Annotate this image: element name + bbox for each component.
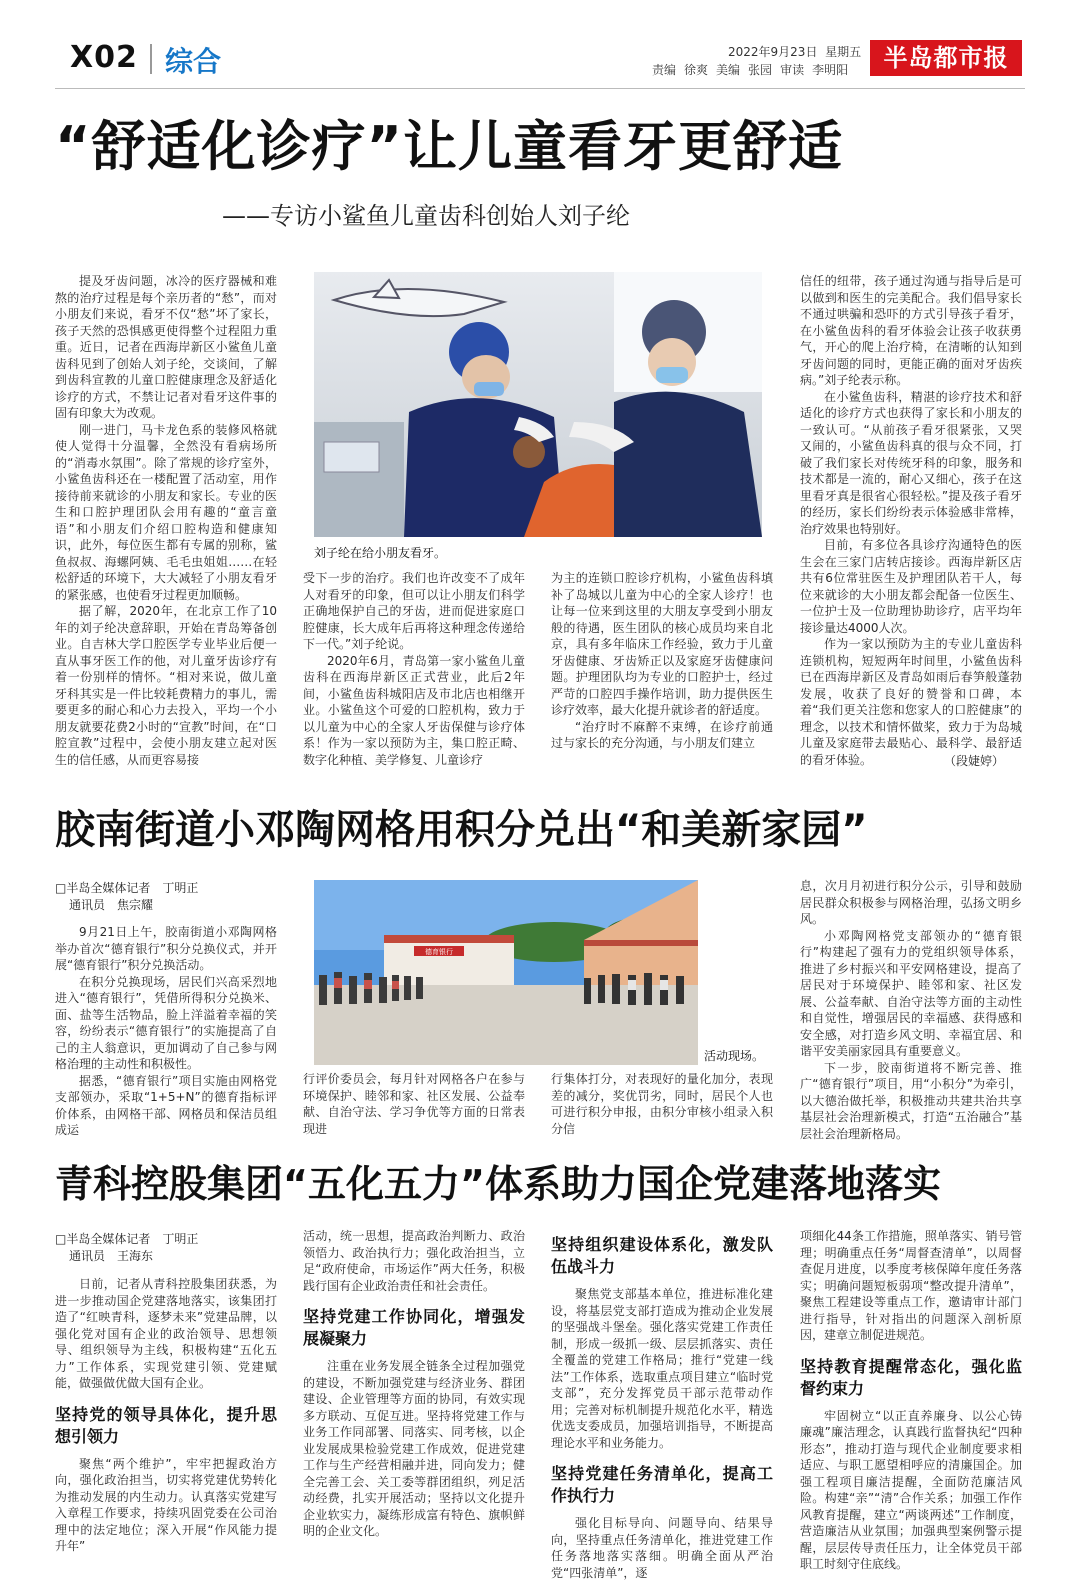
article3-column-3	[551, 1228, 773, 1580]
section-subheading: 坚持教育提醒常态化，强化监督约束力	[800, 1356, 1022, 1398]
staff-credits	[652, 61, 856, 78]
byline-reporter: □半岛全媒体记者 丁明正	[55, 1232, 199, 1246]
article3-headline: 青科控股集团“五化五力”体系助力国企党建落地落实	[55, 1162, 941, 1206]
paragraph: 目前，有多位各具诊疗沟通特色的医生会在三家门店转店接诊。西海岸新区店共有6位常驻医生及护理团队若干人，每位来就诊的大小朋友都会配备一位医生、一位护士及一位助理协助诊疗，店平均年接诊量达4000人次。	[800, 538, 1022, 635]
event-photo-illustration	[314, 880, 698, 1065]
article2-column-4	[800, 878, 1022, 1141]
byline-correspondent: 通讯员 焦宗耀	[69, 898, 154, 912]
event-photo-caption: 活动现场。	[704, 1049, 765, 1063]
article1-headline: “舒适化诊疗”让儿童看牙更舒适	[55, 115, 843, 178]
paragraph: 刚一进门，马卡龙色系的装修风格就使人觉得十分温馨，全然没有看病场所的“消毒水氛围”。除了常规的诊疗室外，小鲨鱼齿科还在一楼配置了活动室，用作接待前来就诊的小朋友和家长。专业的医生和口腔护理团队会用有趣的“童言童语”和小朋友们介绍口腔构造和健康知识，此外，每位医生都有专属的别称，鲨鱼叔叔、海螺阿姨、毛毛虫姐姐……在轻松舒适的环境下，大大减轻了小朋友看牙的紧张感，也使看牙过程更加顺畅。	[55, 422, 277, 602]
staff-designer: 张园	[748, 63, 773, 77]
paragraph: 为主的连锁口腔诊疗机构，小鲨鱼齿科填补了岛城以儿童为中心的全家人诊疗！也让每一位来到这里的大朋友享受到小朋友般的待遇，医生团队的核心成员均来自北京，具有多年临床工作经验，致力于儿童牙齿健康、牙齿矫正以及家庭牙齿健康问题。护理团队均为专业的口腔护士，经过严苛的口腔四手操作培训，助力提供医生诊疗效率，最大化提升就诊者的舒适度。	[551, 571, 773, 717]
paragraph: 受下一步的治疗。我们也许改变不了成年人对看牙的印象，但可以让小朋友们科学正确地保护自己的牙齿，进而促进家庭口腔健康，长大成年后再将这种理念传递给下一代。”刘子纶说。	[303, 571, 525, 651]
page-number: X02	[70, 40, 138, 75]
paragraph: 息，次月月初进行积分公示，引导和鼓励居民群众积极参与网格治理，弘扬文明乡风。	[800, 879, 1022, 926]
paragraph: 聚焦党支部基本单位，推进标准化建设，将基层党支部打造成为推动企业发展的坚强战斗堡垒。强化落实党建工作责任制，形成一级抓一级、层层抓落实、责任全覆盖的党建工作格局；推行“党建一线法”工作体系，选取重点项目建立“临时党支部”，充分发挥党员干部示范带动作用；完善对标机制提升规范化水平，精选优选支委成员，加强培训指导，不断提高理论水平和业务能力。	[551, 1287, 773, 1450]
paragraph: 行评价委员会，每月针对网格各户在参与环境保护、睦邻和家、社区发展、公益奉献、自治守法、学习争优等方面的日常表现进	[303, 1072, 525, 1136]
header-divider	[150, 44, 152, 74]
section-subheading: 坚持党建任务清单化，提高工作执行力	[551, 1464, 773, 1505]
paragraph: 作为一家以预防为主的专业儿童齿科连锁机构，短短两年时间里，小鲨鱼齿科已在西海岸新区及青岛如雨后春笋般蓬勃发展，收获了良好的赞誉和口碑，本着“我们更关注您和您家人的口腔健康”的理念，以技术和情怀做桨，致力于为岛城儿童及家庭带去最贴心、最科学、最舒适的看牙体验。	[800, 637, 1022, 767]
paragraph: 小邓陶网格党支部领办的“德育银行”构建起了强有力的党组织领导体系，推进了乡村振兴和平安网格建设，提高了居民对于环境保护、睦邻和家、社区发展、公益奉献、自治守法等方面的主动性和自觉性，增强居民的幸福感、获得感和安全感，对打造乡风文明、幸福宜居、和谐平安美丽家园具有重要意义。	[800, 928, 1022, 1058]
paragraph: 聚焦“两个维护”，牢牢把握政治方向，强化政治担当，切实将党建优势转化为推动发展的内生动力。认真落实党建写入章程工作要求，持续巩固党委在公司治理中的法定地位；深入开展“作风能力提升年”	[55, 1456, 277, 1553]
article2-byline	[55, 880, 198, 914]
section-title: 综合	[165, 45, 222, 78]
article1-subheadline: ——专访小鲨鱼儿童齿科创始人刘子纶	[222, 202, 630, 230]
paragraph: 日前，记者从青科控股集团获悉，为进一步推动国企党建落地落实，该集团打造了“红映青科，逐梦未来”党建品牌，以强化党对国有企业的政治领导、思想领导、组织领导为主线，积极构建“五化五力”工作体系，实现党建引领、党建赋能，做强做优做大国有企业。	[55, 1277, 277, 1390]
article1-column-1	[55, 273, 277, 765]
article1-author: （段婕婷）	[944, 754, 1005, 768]
article2-column-1	[55, 924, 277, 1137]
paragraph: 下一步，胶南街道将不断完善、推广“德育银行”项目，用“小积分”为牵引，以大德治做托举，积极推动共建共治共享基层社会治理新模式，打造“五治融合”基层社会治理新格局。	[800, 1060, 1022, 1141]
header-rule	[55, 88, 1025, 89]
paragraph: 提及牙齿问题，冰冷的医疗器械和难熬的治疗过程是每个亲历者的“愁”，而对小朋友们来说，看牙不仅“愁”坏了家长，孩子天然的恐惧感更使得整个过程阻力重重。近日，记者在西海岸新区小鲨鱼儿童齿科见到了创始人刘子纶，交谈间，了解到齿科宣教的儿童口腔健康理念及舒适化诊疗的方式，不禁让记者对看牙这件事的固有印象大为改观。	[55, 274, 277, 420]
paragraph: “治疗时不麻醉不束缚，在诊疗前通过与家长的充分沟通，与小朋友们建立	[551, 719, 773, 750]
paragraph: 在积分兑换现场，居民们兴高采烈地进入“德育银行”，凭借所得积分兑换米、面、盐等生活物品，脸上洋溢着幸福的笑容，纷纷表示“德育银行”的实施提高了自己的主人翁意识，更加调动了自己参与网格治理的主动性和积极性。	[55, 974, 277, 1071]
staff-editor: 徐爽	[684, 63, 709, 77]
bank-sign-text: 德育银行	[425, 948, 453, 956]
paragraph: 信任的纽带，孩子通过沟通与指导后是可以做到和医生的完美配合。我们倡导家长不通过哄骗和恐吓的方式引导孩子看牙，在小鲨鱼齿科的看牙体验会让孩子收获勇气，开心的爬上治疗椅，在清晰的认知到牙齿问题的同时，更能正确的面对牙齿疾病。”刘子纶表示称。	[800, 274, 1022, 387]
article3-byline	[55, 1231, 198, 1265]
byline-reporter: □半岛全媒体记者 丁明正	[55, 881, 199, 895]
staff-role-proofreader: 审读	[780, 63, 805, 77]
article2-headline: 胶南街道小邓陶网格用积分兑出“和美新家园”	[55, 807, 868, 853]
dentist-photo-illustration	[314, 272, 762, 537]
article3-column-1	[55, 1276, 277, 1566]
paragraph: 活动，统一思想，提高政治判断力、政治领悟力、政治执行力；强化政治担当，立足“政府使命，市场运作”两大任务，积极践行国有企业政治责任和社会责任。	[303, 1229, 525, 1293]
dentist-photo-caption: 刘子纶在给小朋友看牙。	[314, 546, 447, 560]
dentist-photo	[314, 272, 762, 537]
newspaper-logo: 半岛都市报	[870, 40, 1022, 76]
byline-correspondent: 通讯员 王海东	[69, 1249, 154, 1263]
article1-column-3	[551, 570, 773, 765]
paragraph: 2020年6月，青岛第一家小鲨鱼儿童齿科在西海岸新区正式营业，此后2年间，小鲨鱼齿科城阳店及市北店也相继开业。小鲨鱼这个可爱的口腔机构，致力于以儿童为中心的全家人牙齿保健与诊疗体系！作为一家以预防为主，集口腔正畸、数字化种植、美学修复、儿童诊疗	[303, 653, 525, 767]
paragraph: 据了解，2020年，在北京工作了10年的刘子纶决意辞职，开始在青岛筹备创业。自吉林大学口腔医学专业毕业后便一直从事牙医工作的他，对儿童牙齿诊疗有着一份别样的情怀。“相对来说，做儿童牙科其实是一件比较耗费精力的事儿，需要更多的耐心和心力去投入，平均一个小朋友就要花费2小时的“宣教”时间，在“口腔宣教”过程中，会使小朋友建立起对医生的信任感，从而更容易接	[55, 604, 277, 767]
article2-column-3	[551, 1071, 773, 1136]
dateline	[728, 44, 861, 60]
event-photo	[314, 880, 698, 1065]
issue-weekday: 星期五	[825, 45, 862, 59]
article2-column-2	[303, 1071, 525, 1136]
paragraph: 在小鲨鱼齿科，精湛的诊疗技术和舒适化的诊疗方式也获得了家长和小朋友的一致认可。“从前孩子看牙很紧张，又哭又闹的，小鲨鱼齿科真的很与众不同，打破了我们家长对传统牙科的印象，服务和技术都是一流的，耐心又细心，孩子在这里看牙真是很省心很轻松。”提及孩子看牙的经历，家长们纷纷表示体验感非常棒，治疗效果也特别好。	[800, 389, 1022, 536]
paragraph: 项细化44条工作措施，照单落实、销号管理；明确重点任务“周督查清单”，以周督查促月进度，以季度考核保障年度任务落实；明确问题短板弱项“整改提升清单”，聚焦工程建设等重点工作，邀请审计部门进行指导，针对指出的问题深入剖析原因，建章立制促进规范。	[800, 1229, 1022, 1342]
staff-role-editor: 责编	[652, 63, 677, 77]
paragraph: 强化目标导向、问题导向、结果导向，坚持重点任务清单化，推进党建工作任务落地落实落细。明确全面从严治党“四张清单”，逐	[551, 1516, 773, 1580]
paragraph: 据悉，“德育银行”项目实施由网格党支部领办，采取“1+5+N”的德育指标评价体系，由网格干部、网格员和保洁员组成运	[55, 1073, 277, 1137]
section-subheading: 坚持党建工作协同化，增强发展凝聚力	[303, 1307, 525, 1348]
article1-column-2	[303, 570, 525, 765]
staff-proofreader: 李明阳	[812, 63, 849, 77]
section-subheading: 坚持党的领导具体化，提升思想引领力	[55, 1404, 277, 1446]
article3-column-2	[303, 1228, 525, 1566]
paragraph: 9月21日上午，胶南街道小邓陶网格举办首次“德育银行”积分兑换仪式，并开展“德育银行”积分兑换活动。	[55, 925, 277, 972]
issue-date: 2022年9月23日	[728, 45, 818, 59]
staff-role-designer: 美编	[716, 63, 741, 77]
section-subheading: 坚持组织建设体系化，激发队伍战斗力	[551, 1235, 773, 1276]
article3-column-4	[800, 1228, 1022, 1571]
paragraph: 行集体打分，对表现好的量化加分，表现差的减分，奖优罚劣，同时，居民个人也可进行积分申报，由积分审核小组录入积分信	[551, 1072, 773, 1136]
paragraph: 牢固树立“以正直养廉身、以公心铸廉魂”廉洁理念，认真践行监督执纪“四种形态”，推动打造与现代企业制度要求相适应、与职工愿望相呼应的清廉国企。加强工程项目廉洁提醒，全面防范廉洁风险。构建“亲”“清”合作关系；加强工作作风教育提醒，建立“两谈两述”工作制度，营造廉洁从业氛围；加强典型案例警示提醒，层层传导责任压力，让全体党员干部职工时刻守住底线。	[800, 1408, 1022, 1571]
paragraph: 注重在业务发展全链条全过程加强党的建设，不断加强党建与经济业务、群团建设、企业管理等方面的协同，有效实现多方联动、互促互进。坚持将党建工作与业务工作同部署、同落实、同考核，以企业发展成果检验党建工作成效，促进党建工作与生产经营相融并进，同向发力；健全完善工会、关工委等群团组织，列足活动经费，扎实开展活动；坚持以文化提升企业软实力，凝练形成富有特色、旗帜鲜明的企业文化。	[303, 1359, 525, 1538]
